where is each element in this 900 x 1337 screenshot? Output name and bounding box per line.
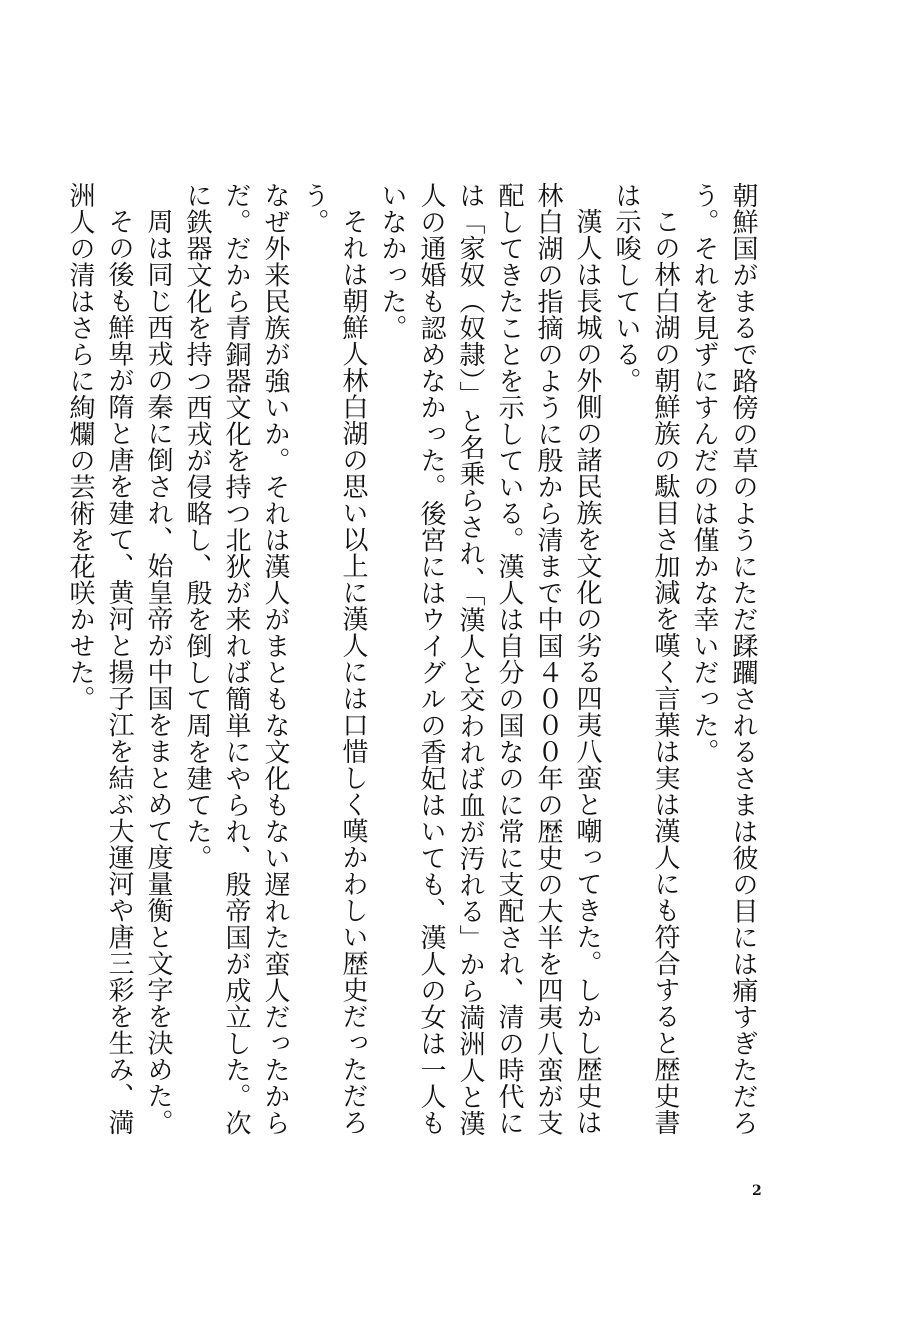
vertical-text-body xyxy=(60,182,762,1147)
paragraph-4: それは朝鮮人林白湖の思い以上に漢人には口惜しく嘆かわしい歴史だっただろう。 xyxy=(299,182,368,1136)
paragraph-3: 漢人は長城の外側の諸民族を文化の劣る四夷八蛮と嘲ってきた。しかし歴史は林白湖の指摘のように殷から清まで中国４０００年の歴史の大半を四夷八蛮が支配してきたことを示している。漢人は自分の国なのに常に支配され、清の時代には「家奴（奴隷）」と名乗らされ、「漢人と交われば血が汚れる」から満洲人と漢人の通婚も認めなかった。後宮にはウイグルの香妃はいても、漢人の女は一人もいなかった。 xyxy=(377,182,602,1137)
paragraph-2: この林白湖の朝鮮族の駄目さ加減を嘆く言葉は実は漢人にも符合すると歴史書は示唆している。 xyxy=(611,182,680,1136)
paragraph-1: 朝鮮国がまるで路傍の草のようにただ蹂躙されるさまは彼の目には痛すぎただろう。それを見ずにすんだのは僅かな幸いだった。 xyxy=(689,182,758,1136)
paragraph-5: なぜ外来民族が強いか。それは漢人がまともな文化もない遅れた蛮人だったからだ。だから青銅器文化を持つ北狄が来れば簡単にやられ、殷帝国が成立した。次に鉄器文化を持つ西戎が侵略し、殷を倒して周を建てた。 xyxy=(182,182,290,1136)
paragraph-7: その後も鮮卑が隋と唐を建て、黄河と揚子江を結ぶ大運河や唐三彩を生み、満洲人の清はさらに絢爛の芸術を花咲かせた。 xyxy=(65,182,134,1136)
paragraph-6: 周は同じ西戎の秦に倒され、始皇帝が中国をまとめて度量衡と文字を決めた。 xyxy=(143,208,173,1136)
page-number: 2 xyxy=(752,1183,762,1199)
